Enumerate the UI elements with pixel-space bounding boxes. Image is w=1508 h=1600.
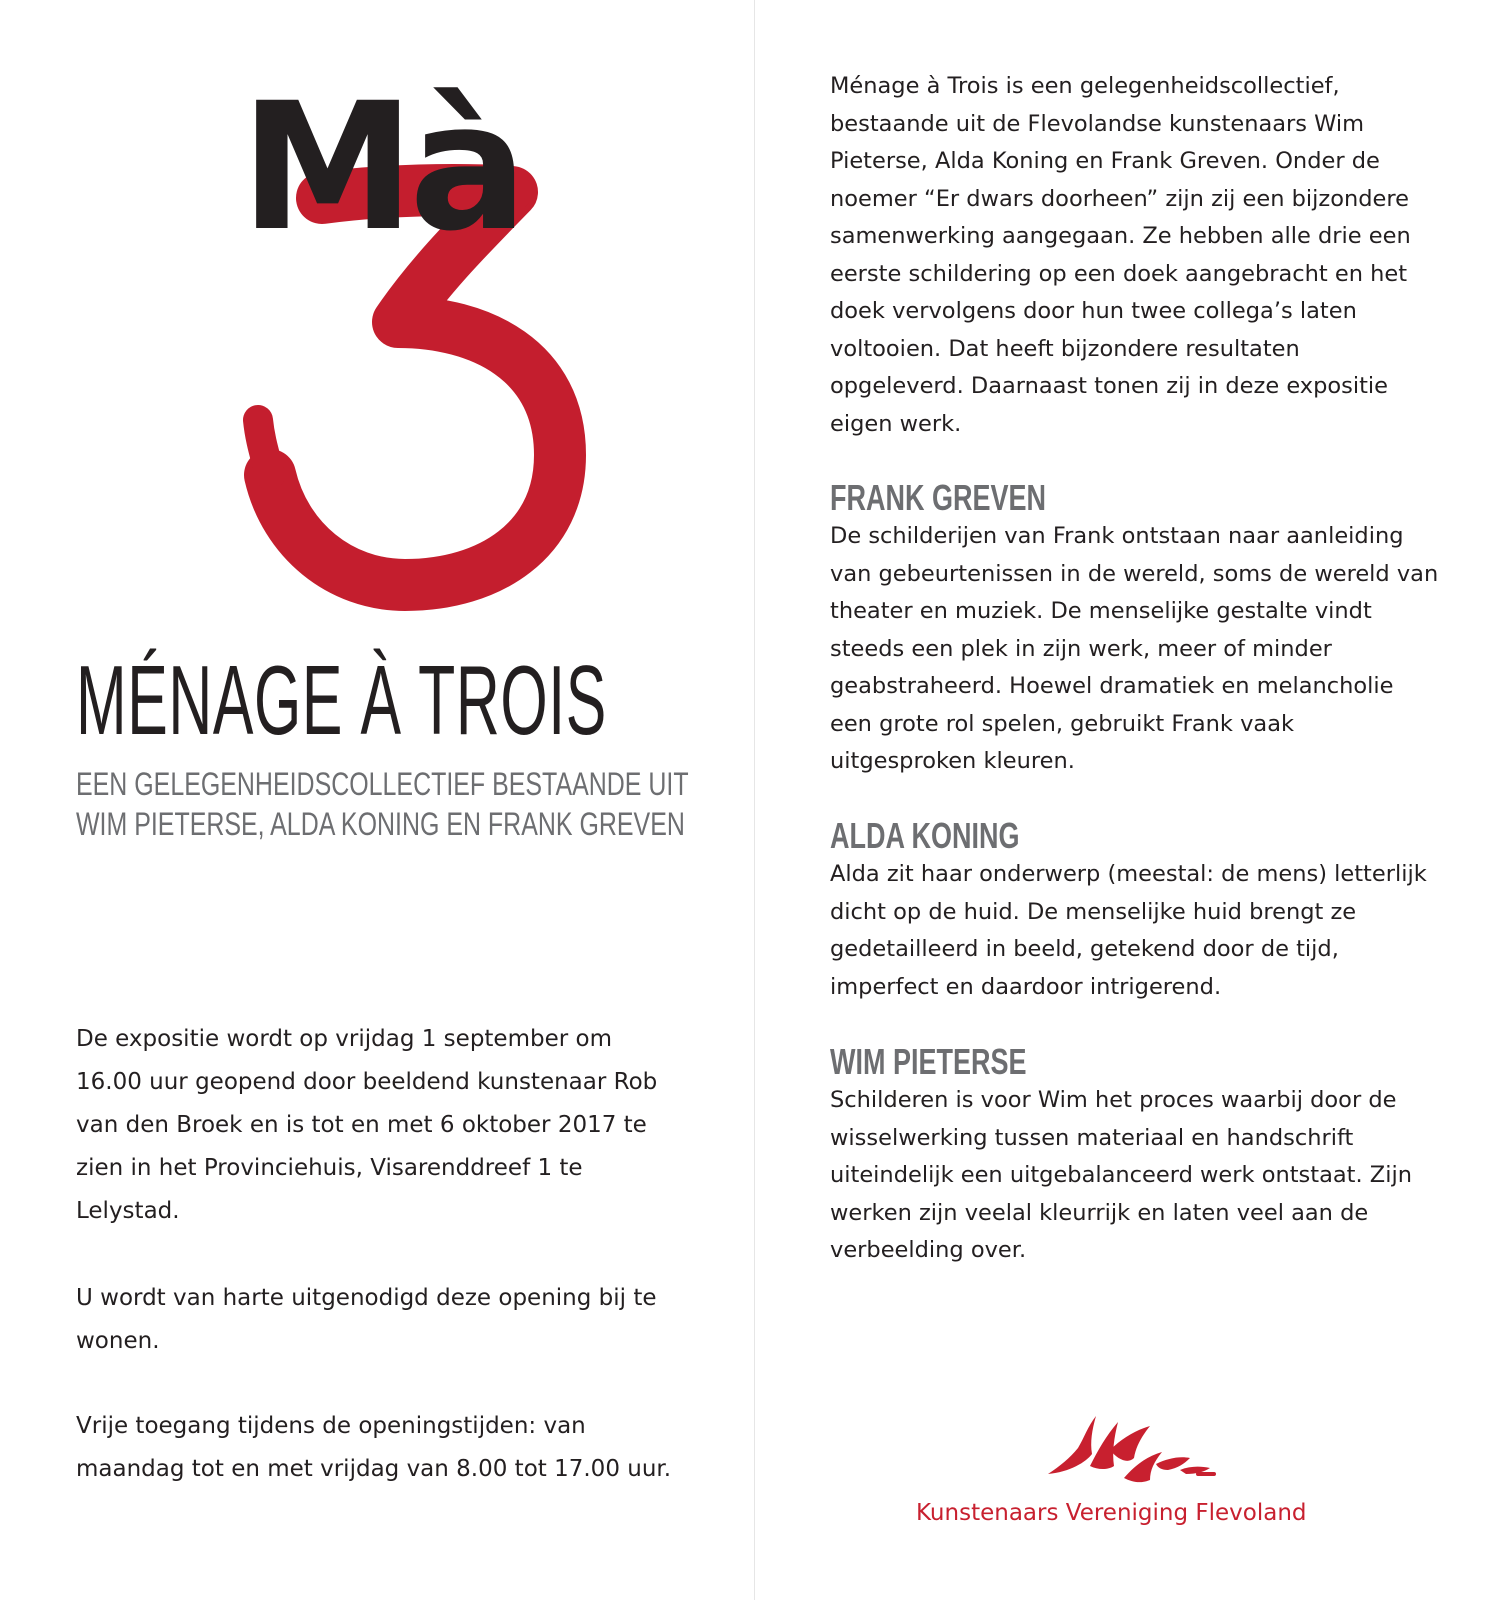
artist-section-alda-koning (830, 816, 1440, 1006)
invitation-paragraph: U wordt van harte uitgenodigd deze opening bij te wonen. (76, 1285, 657, 1354)
subtitle (76, 764, 689, 844)
logo-letters: Mà (240, 65, 522, 270)
artist-section-frank-greven (830, 478, 1440, 781)
artist-heading: FRANK GREVEN (830, 477, 1047, 518)
admission-paragraph: Vrije toegang tijdens de openingstijden: van maandag tot en met vrijdag van 8.00 tot 17.00 uur. (76, 1413, 672, 1482)
subtitle-line-2: WIM PIETERSE, ALDA KONING EN FRANK GREVEN (76, 806, 685, 842)
opening-paragraph: De expositie wordt op vrijdag 1 september om 16.00 uur geopend door beeldend kunstenaar Rob van den Broek en is tot en met 6 oktober 2017 te zien in het Provinciehuis, Visarenddreef 1 te Lelystad. (76, 1026, 658, 1224)
page-title: MÉNAGE À TROIS (76, 645, 607, 755)
intro-section (830, 68, 1440, 443)
artist-description: De schilderijen van Frank ontstaan naar aanleiding van gebeurtenissen in de wereld, soms de wereld van theater en muziek. De menselijke gestalte vindt steeds een plek in zijn werk, meer of minder geabstraheerd. Hoewel dramatiek en melancholie een grote rol spelen, gebruikt Frank vaak uitgesproken kleuren. (830, 523, 1439, 774)
artist-section-wim-pieterse (830, 1042, 1440, 1270)
menage-a-trois-logo (230, 60, 610, 620)
artist-heading: ALDA KONING (830, 815, 1020, 856)
organisation-name: Kunstenaars Vereniging Flevoland (916, 1500, 1307, 1526)
kvf-logo-icon (1040, 1408, 1220, 1486)
artist-description: Alda zit haar onderwerp (meestal: de mens) letterlijk dicht op de huid. De menselijke huid brengt ze gedetailleerd in beeld, getekend door de tijd, imperfect en daardoor intrigerend. (830, 861, 1427, 1000)
artist-description: Schilderen is voor Wim het proces waarbij door de wisselwerking tussen materiaal en handschrift uiteindelijk een uitgebalanceerd werk ontstaat. Zijn werken zijn veelal kleurrijk en laten veel aan de verbeelding over. (830, 1087, 1412, 1263)
artist-heading: WIM PIETERSE (830, 1041, 1027, 1082)
intro-paragraph: Ménage à Trois is een gelegenheidscollectief, bestaande uit de Flevolandse kunstenaars Wim Pieterse, Alda Koning en Frank Greven. Onder de noemer “Er dwars doorheen” zijn zij een bijzondere samenwerking aangegaan. Ze hebben alle drie een eerste schildering op een doek aangebracht en het doek vervolgens door hun twee collega’s laten voltooien. Dat heeft bijzondere resultaten opgeleverd. Daarnaast tonen zij in deze expositie eigen werk. (830, 73, 1411, 437)
subtitle-line-1: EEN GELEGENHEIDSCOLLECTIEF BESTAANDE UIT (76, 766, 689, 802)
page-fold-divider (754, 0, 755, 1600)
